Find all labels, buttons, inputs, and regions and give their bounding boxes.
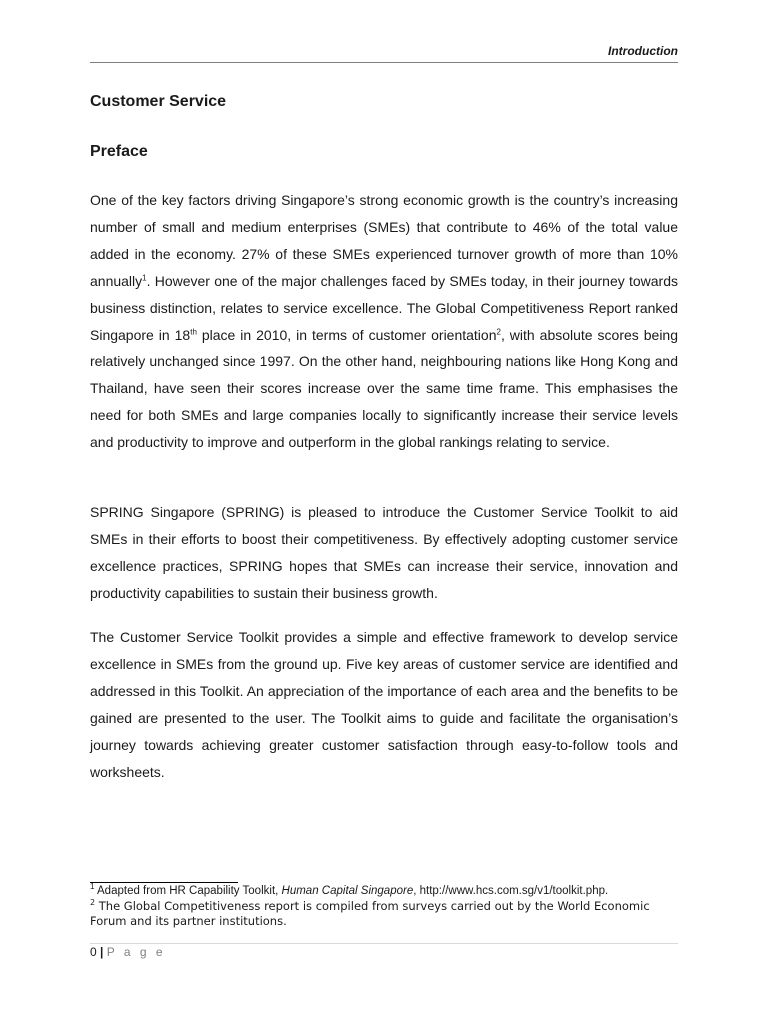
footnote-1-url: , http://www.hcs.com.sg/v1/toolkit.php. <box>413 885 609 897</box>
paragraph-2: SPRING Singapore (SPRING) is pleased to introduce the Customer Service Toolkit to aid SMEs in their efforts to boost their competitiveness. By effectively adopting customer service excellence practices, SPRING hopes that SMEs can increase their service, innovation and productivity capabilities to sustain their business growth. <box>90 504 678 601</box>
footnote-2-text: The Global Competitiveness report is compiled from surveys carried out by the World Economic Forum and its partner institutions. <box>90 899 650 928</box>
page-separator: | <box>100 945 104 959</box>
paragraph-1 <box>90 187 678 456</box>
footnote-ref-2: 2 <box>496 326 501 336</box>
page-label: P a g e <box>106 945 166 959</box>
footnote-1-pre: Adapted from HR Capability Toolkit, <box>94 885 282 897</box>
footnote-1-mark: 1 <box>90 882 95 892</box>
footnote-2 <box>90 899 678 929</box>
page-footer <box>90 945 166 959</box>
paragraph-1-text-a: One of the key factors driving Singapore’s strong economic growth is the country’s increasing number of small and medium enterprises (SMEs) that contribute to 46% of the total value added in the economy. 27% of these SMEs experienced turnover growth of more than 10% annually <box>90 192 678 289</box>
document-title: Customer Service <box>90 93 227 110</box>
paragraph-3: The Customer Service Toolkit provides a simple and effective framework to develop service excellence in SMEs from the ground up. Five key areas of customer service are identified and addressed in this Toolkit. An appreciation of the importance of each area and the benefits to be gained are presented to the user. The Toolkit aims to guide and facilitate the organisation’s journey towards achieving greater customer satisfaction through easy-to-follow tools and worksheets. <box>90 629 678 780</box>
running-header: Introduction <box>608 44 678 58</box>
section-heading: Preface <box>90 143 148 160</box>
paragraph-1-text-b: . However one of the major challenges faced by SMEs today, in their journey towards business distinction, relates to service excellence. The Global Competitiveness Report ranked Singapore in 18 <box>90 272 678 343</box>
paragraph-1-text-d: , with absolute scores being relatively unchanged since 1997. On the other hand, neighbouring nations like Hong Kong and Thailand, have seen their scores increase over the same time frame. This emphasises the need for both SMEs and large companies locally to significantly increase their service levels and productivity to improve and outperform in the global rankings relating to service. <box>90 326 678 451</box>
footnote-ref-1: 1 <box>142 273 147 283</box>
paragraph-1-text-c: place in 2010, in terms of customer orientation <box>196 326 497 343</box>
footnote-1-source: Human Capital Singapore <box>281 885 414 897</box>
header-rule <box>90 62 678 63</box>
footnotes <box>90 884 678 929</box>
footnote-1 <box>90 884 678 899</box>
page-number: 0 <box>90 945 97 959</box>
footnote-2-mark: 2 <box>90 898 96 908</box>
footnote-separator <box>90 882 238 883</box>
footer-rule <box>90 943 678 944</box>
ordinal-suffix: th <box>190 326 197 336</box>
